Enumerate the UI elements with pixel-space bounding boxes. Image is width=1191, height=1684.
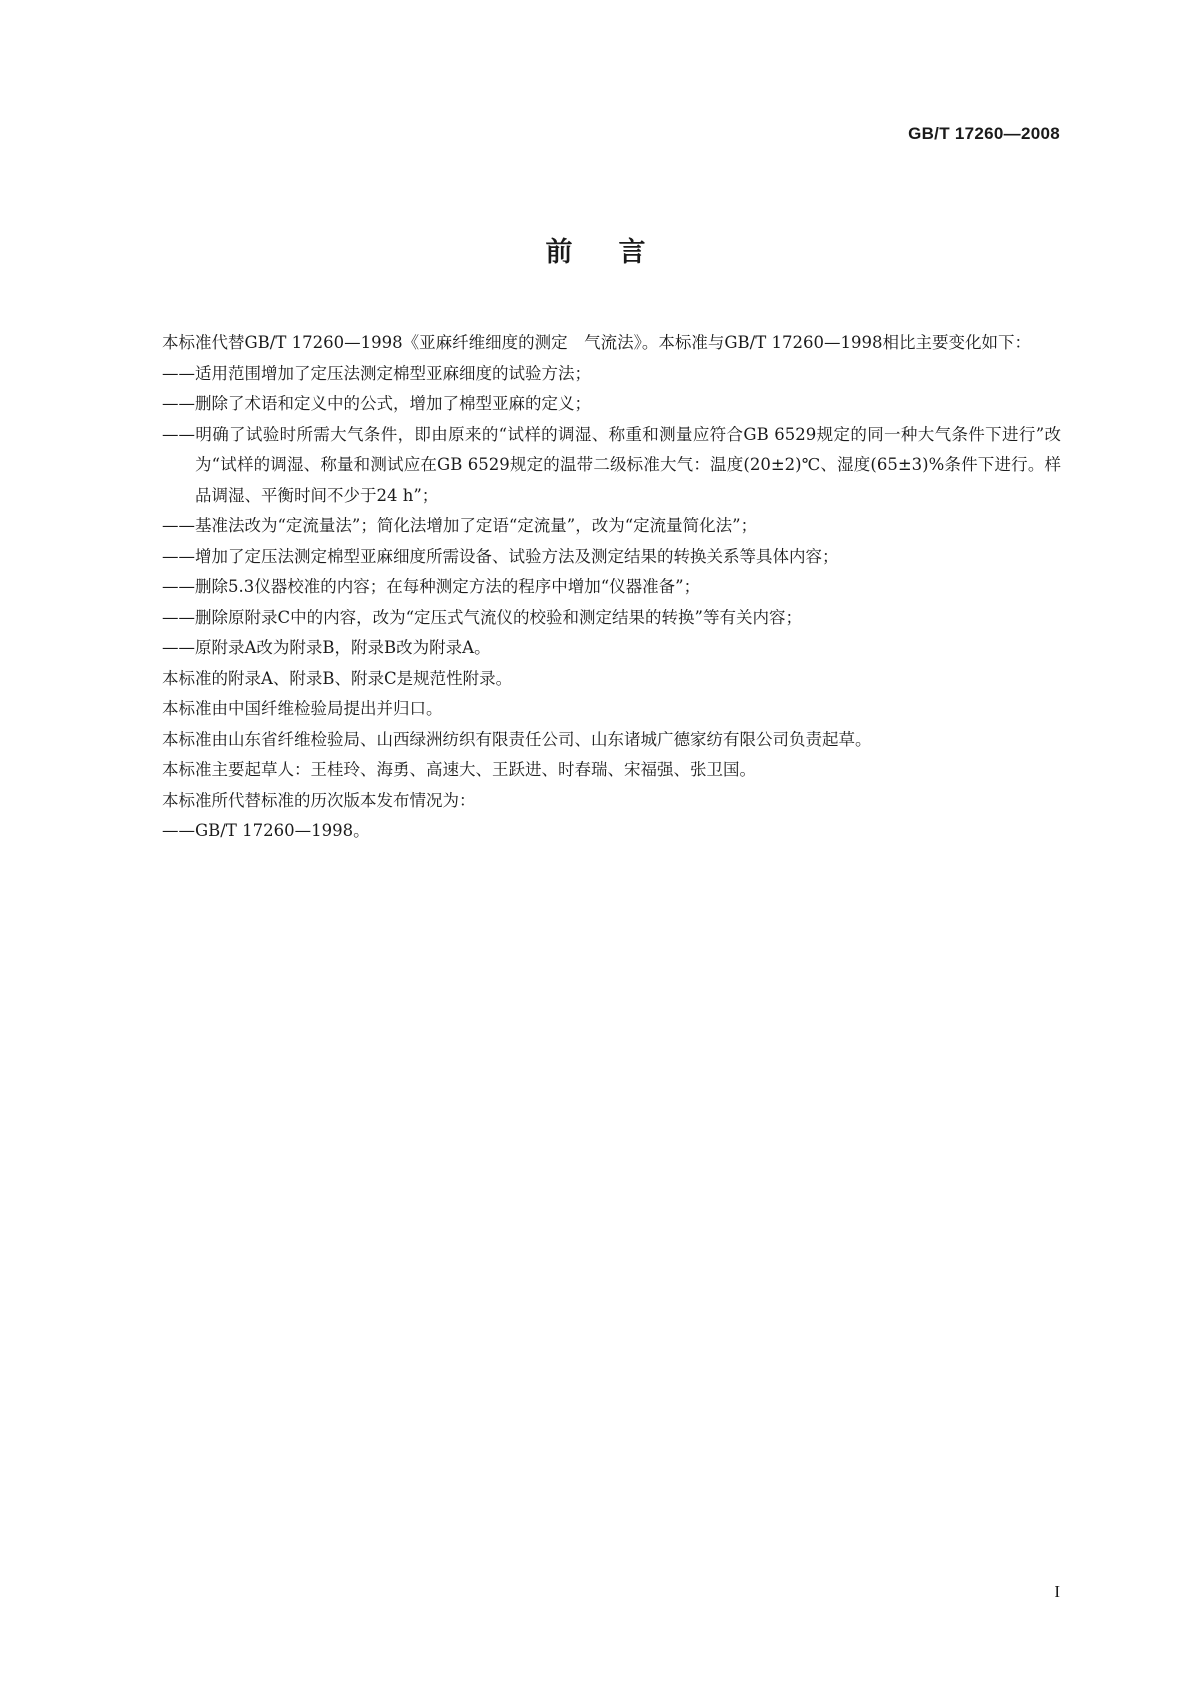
change-item: ——删除5.3仪器校准的内容；在每种测定方法的程序中增加“仪器准备”；	[162, 577, 701, 596]
history-item: ——GB/T 17260—1998。	[162, 821, 370, 840]
appendix-statement: 本标准的附录A、附录B、附录C是规范性附录。	[162, 668, 513, 688]
standard-code: GB/T 17260—2008	[908, 124, 1060, 143]
page-number: I	[1054, 1582, 1060, 1601]
drafters-statement: 本标准主要起草人：王桂玲、海勇、高速大、王跃进、时春瑞、宋福强、张卫国。	[162, 760, 756, 779]
page-title: 前言	[545, 237, 692, 268]
change-item: ——增加了定压法测定棉型亚麻细度所需设备、试验方法及测定结果的转换关系等具体内容；	[162, 546, 839, 566]
change-item: ——适用范围增加了定压法测定棉型亚麻细度的试验方法；	[162, 363, 591, 383]
change-item: ——明确了试验时所需大气条件，即由原来的“试样的调湿、称重和测量应符合GB 6529规定的同一种大气条件下进行”改为“试样的调湿、称量和测试应在GB 6529规定的温带二级标准大气：温度(20±2)℃、湿度(65±3)%条件下进行。样品调湿、平衡时间不少于24 h”；	[162, 424, 1061, 505]
change-item: ——删除原附录C中的内容，改为“定压式气流仪的校验和测定结果的转换”等有关内容；	[162, 607, 802, 627]
intro-paragraph: 本标准代替GB/T 17260—1998《亚麻纤维细度的测定 气流法》。本标准与GB/T 17260—1998相比主要变化如下：	[162, 333, 1031, 352]
foreword-body	[129, 328, 1061, 847]
change-item: ——原附录A改为附录B，附录B改为附录A。	[162, 638, 491, 657]
change-item: ——删除了术语和定义中的公式，增加了棉型亚麻的定义；	[162, 394, 591, 413]
drafting-units-statement: 本标准由山东省纤维检验局、山西绿洲纺织有限责任公司、山东诸城广德家纺有限公司负责起草。	[162, 729, 872, 749]
proposer-statement: 本标准由中国纤维检验局提出并归口。	[162, 699, 443, 718]
history-intro: 本标准所代替标准的历次版本发布情况为：	[162, 790, 476, 810]
change-item: ——基准法改为“定流量法”；简化法增加了定语“定流量”，改为“定流量简化法”；	[162, 516, 758, 535]
